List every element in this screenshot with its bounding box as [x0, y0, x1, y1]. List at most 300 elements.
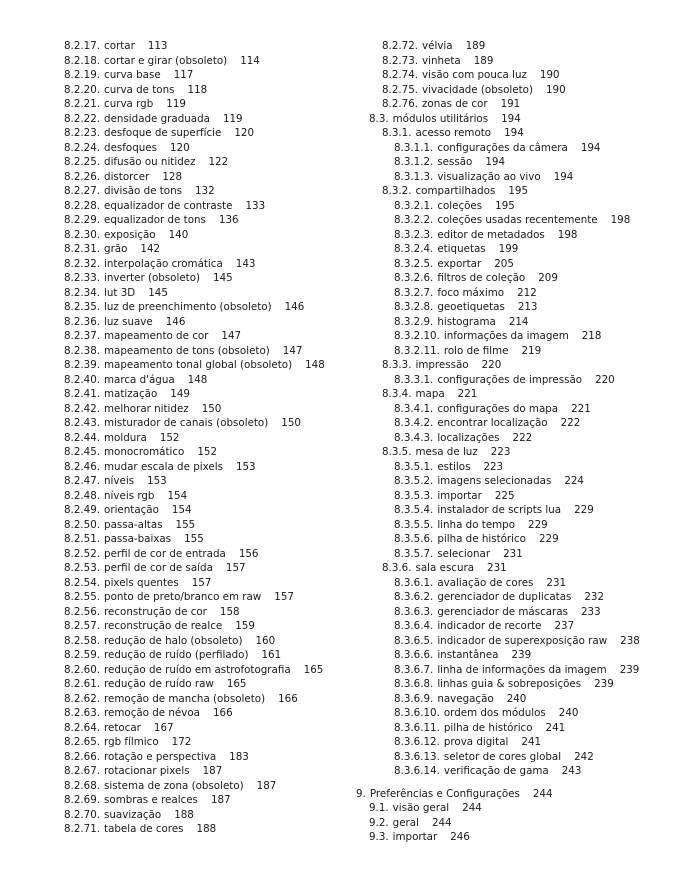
- toc-entry[interactable]: [64, 68, 354, 83]
- toc-entry-title: visão com pouca luz: [422, 69, 527, 81]
- toc-entry-page: 165: [303, 663, 324, 676]
- toc-entry-title: linha do tempo: [437, 518, 516, 531]
- toc-entry-number: 8.2.75.: [382, 83, 419, 96]
- toc-entry-title: sessão: [437, 156, 473, 168]
- toc-entry[interactable]: [64, 286, 354, 301]
- toc-entry-page: 239: [511, 649, 532, 661]
- toc-entry-page: 118: [187, 83, 208, 96]
- toc-entry[interactable]: [356, 764, 676, 779]
- toc-entry[interactable]: [64, 692, 354, 707]
- toc-entry-number: 8.2.35.: [64, 301, 101, 313]
- toc-entry-number: 8.2.25.: [64, 156, 101, 168]
- toc-entry-number: 8.3.6.6.: [394, 649, 434, 661]
- toc-entry-number: 8.2.69.: [64, 794, 101, 806]
- toc-entry[interactable]: [356, 242, 676, 257]
- toc-entry-title: imagens selecionadas: [437, 475, 552, 487]
- toc-entry-page: 243: [561, 765, 582, 777]
- toc-entry[interactable]: [356, 634, 676, 649]
- toc-entry-page: 238: [620, 634, 640, 647]
- toc-entry-title: impressão: [415, 359, 469, 371]
- toc-entry[interactable]: [64, 431, 354, 446]
- toc-entry[interactable]: [64, 793, 354, 808]
- toc-entry-title: sombras e realces: [104, 794, 198, 806]
- toc-entry[interactable]: [64, 39, 354, 54]
- toc-entry[interactable]: [64, 822, 354, 837]
- toc-entry-page: 188: [174, 808, 194, 821]
- toc-entry[interactable]: [64, 605, 354, 620]
- toc-entry[interactable]: [356, 735, 676, 750]
- toc-entry-page: 229: [574, 504, 594, 516]
- toc-entry[interactable]: [64, 141, 354, 156]
- toc-entry-page: 117: [173, 69, 194, 81]
- toc-entry-number: 8.3.2.8.: [394, 301, 434, 313]
- toc-entry[interactable]: [356, 561, 676, 576]
- toc-entry[interactable]: [356, 619, 676, 634]
- toc-entry-title: desfoques: [104, 141, 157, 154]
- toc-entry-title: níveis rgb: [104, 489, 155, 502]
- toc-entry-page: 209: [538, 272, 558, 284]
- toc-entry-number: 8.3.5.1.: [394, 460, 434, 473]
- toc-entry-number: 8.2.36.: [64, 315, 101, 328]
- toc-entry-number: 8.3.6.5.: [394, 634, 434, 647]
- toc-entry-page: 167: [153, 721, 174, 734]
- toc-entry-number: 8.2.73.: [382, 54, 419, 67]
- toc-entry[interactable]: [356, 801, 676, 816]
- toc-entry-number: 8.2.53.: [64, 562, 101, 574]
- toc-entry-title: linhas guia & sobreposições: [437, 678, 582, 690]
- toc-entry[interactable]: [64, 358, 354, 373]
- toc-entry[interactable]: [356, 677, 676, 692]
- toc-entry-number: 8.2.37.: [64, 330, 101, 342]
- toc-entry-page: 231: [487, 562, 507, 574]
- toc-entry-page: 212: [517, 286, 537, 299]
- toc-entry[interactable]: [64, 416, 354, 431]
- toc-entry-page: 214: [508, 315, 529, 328]
- toc-entry-title: redução de halo (obsoleto): [104, 634, 243, 647]
- toc-entry-title: rotacionar pixels: [104, 765, 190, 777]
- toc-entry-page: 221: [457, 388, 478, 400]
- toc-entry[interactable]: [356, 489, 676, 504]
- toc-column-right: [356, 39, 676, 845]
- toc-entry[interactable]: [356, 315, 676, 330]
- toc-entry[interactable]: [64, 706, 354, 721]
- toc-entry-number: 8.3.4.3.: [394, 431, 434, 444]
- toc-entry-title: localizações: [437, 431, 500, 444]
- toc-entry-number: 8.3.6.12.: [394, 736, 440, 748]
- toc-entry[interactable]: [356, 199, 676, 214]
- toc-entry[interactable]: [64, 547, 354, 562]
- toc-entry-page: 194: [501, 112, 521, 125]
- toc-entry[interactable]: [64, 97, 354, 112]
- toc-entry[interactable]: [64, 489, 354, 504]
- toc-entry-page: 232: [584, 591, 605, 603]
- toc-entry[interactable]: [356, 648, 676, 663]
- toc-entry-title: perfil de cor de entrada: [104, 547, 226, 560]
- toc-entry[interactable]: [356, 460, 676, 475]
- toc-entry[interactable]: [356, 474, 676, 489]
- toc-entry[interactable]: [64, 764, 354, 779]
- toc-entry-page: 231: [546, 576, 567, 589]
- toc-entry-title: cortar e girar (obsoleto): [104, 54, 228, 67]
- toc-entry[interactable]: [356, 576, 676, 591]
- toc-entry[interactable]: [356, 141, 676, 156]
- toc-entry-title: geoetiquetas: [437, 301, 505, 313]
- toc-entry[interactable]: [356, 83, 676, 98]
- toc-entry-page: 147: [282, 344, 303, 357]
- toc-entry-title: remoção de névoa: [104, 707, 200, 719]
- toc-entry[interactable]: [356, 518, 676, 533]
- toc-entry-title: níveis: [104, 475, 135, 487]
- toc-entry-title: luz suave: [104, 315, 153, 328]
- toc-entry-title: curva de tons: [104, 83, 175, 96]
- toc-entry-number: 8.2.18.: [64, 54, 101, 67]
- toc-entry-page: 114: [240, 54, 260, 67]
- toc-entry-title: redução de ruído em astrofotografia: [104, 663, 291, 676]
- toc-entry[interactable]: [356, 68, 676, 83]
- toc-entry-page: 153: [235, 460, 256, 473]
- toc-entry-title: pilha de histórico: [437, 533, 526, 545]
- toc-entry-page: 155: [175, 518, 196, 531]
- toc-entry-title: reconstrução de cor: [104, 605, 207, 618]
- toc-entry[interactable]: [64, 619, 354, 634]
- toc-entry-title: configurações do mapa: [437, 402, 559, 415]
- toc-entry[interactable]: [64, 648, 354, 663]
- toc-entry[interactable]: [64, 460, 354, 475]
- toc-entry-title: passa-altas: [104, 518, 163, 531]
- toc-entry-page: 152: [159, 431, 180, 444]
- toc-entry-number: 9.1.: [369, 802, 389, 814]
- toc-entry[interactable]: [356, 213, 676, 228]
- toc-entry-number: 8.3.1.2.: [394, 156, 434, 168]
- toc-entry-page: 147: [221, 330, 242, 342]
- toc-entry-number: 8.2.47.: [64, 475, 101, 487]
- toc-entry-number: 9.3.: [369, 831, 389, 843]
- toc-entry[interactable]: [356, 126, 676, 141]
- toc-entry-title: perfil de cor de saída: [104, 562, 213, 574]
- toc-entry-number: 8.2.64.: [64, 721, 101, 734]
- toc-entry-page: 119: [222, 112, 243, 125]
- toc-entry-title: lut 3D: [104, 286, 136, 299]
- toc-entry[interactable]: [356, 431, 676, 446]
- toc-entry[interactable]: [64, 663, 354, 678]
- toc-entry[interactable]: [356, 112, 676, 127]
- toc-entry-title: vinheta: [422, 54, 461, 67]
- toc-entry-number: 8.2.65.: [64, 736, 101, 748]
- toc-entry[interactable]: [356, 184, 676, 199]
- toc-entry-page: 191: [500, 98, 521, 110]
- toc-entry-page: 154: [171, 504, 192, 516]
- toc-entry[interactable]: [64, 561, 354, 576]
- toc-entry[interactable]: [64, 83, 354, 98]
- toc-entry-page: 224: [564, 475, 584, 487]
- toc-entry-page: 237: [554, 620, 575, 632]
- toc-entry-number: 8.2.42.: [64, 402, 101, 415]
- toc-entry-title: indicador de recorte: [437, 620, 542, 632]
- toc-entry-page: 172: [171, 736, 192, 748]
- toc-entry-title: reconstrução de realce: [104, 620, 223, 632]
- toc-entry-title: gerenciador de duplicatas: [437, 591, 572, 603]
- toc-entry[interactable]: [356, 830, 676, 845]
- toc-entry-page: 220: [595, 373, 615, 386]
- toc-entry[interactable]: [64, 271, 354, 286]
- toc-entry[interactable]: [64, 228, 354, 243]
- toc-entry-title: rgb fílmico: [104, 736, 159, 748]
- toc-entry-page: 165: [226, 678, 247, 690]
- toc-entry[interactable]: [356, 97, 676, 112]
- toc-entry-page: 140: [168, 228, 189, 241]
- toc-entry[interactable]: [356, 271, 676, 286]
- toc-entry-number: 8.3.2.3.: [394, 228, 434, 241]
- toc-entry-page: 187: [210, 794, 231, 806]
- toc-entry-title: configurações de impressão: [437, 373, 583, 386]
- toc-entry-title: pixels quentes: [104, 576, 179, 589]
- toc-entry-number: 8.3.1.3.: [394, 170, 434, 183]
- toc-entry-title: prova digital: [443, 736, 509, 748]
- toc-entry-page: 150: [201, 402, 222, 415]
- toc-entry[interactable]: [356, 373, 676, 388]
- toc-entry-title: mapeamento de tons (obsoleto): [104, 344, 270, 357]
- toc-entry[interactable]: [64, 518, 354, 533]
- toc-entry[interactable]: [64, 257, 354, 272]
- toc-entry-title: filtros de coleção: [437, 272, 526, 284]
- toc-entry[interactable]: [356, 692, 676, 707]
- toc-entry-page: 199: [498, 243, 519, 255]
- toc-entry-number: 8.3.5.5.: [394, 518, 434, 531]
- toc-entry-page: 120: [169, 141, 190, 154]
- toc-entry-page: 146: [165, 315, 186, 328]
- toc-entry[interactable]: [64, 474, 354, 489]
- toc-entry-page: 154: [167, 489, 188, 502]
- toc-entry[interactable]: [64, 344, 354, 359]
- toc-entry-page: 133: [245, 199, 266, 212]
- toc-entry-page: 122: [208, 156, 229, 168]
- toc-entry[interactable]: [64, 300, 354, 315]
- toc-entry[interactable]: [64, 402, 354, 417]
- toc-entry-title: editor de metadados: [437, 228, 545, 241]
- toc-entry-page: 240: [506, 692, 527, 705]
- toc-entry-number: 8.3.5.4.: [394, 504, 434, 516]
- toc-entry-number: 8.2.30.: [64, 228, 101, 241]
- toc-entry-title: misturador de canais (obsoleto): [104, 417, 269, 429]
- toc-entry-page: 157: [191, 576, 212, 589]
- toc-entry[interactable]: [356, 787, 676, 802]
- toc-entry-number: 8.3.1.1.: [394, 141, 434, 154]
- toc-entry-number: 8.2.26.: [64, 170, 101, 183]
- toc-entry-page: 187: [256, 779, 277, 792]
- toc-entry-number: 8.2.63.: [64, 707, 101, 719]
- toc-entry-title: Preferências e Configurações: [369, 787, 520, 800]
- toc-entry-title: linha de informações da imagem: [437, 663, 607, 676]
- toc-entry-number: 8.3.4.2.: [394, 417, 434, 429]
- toc-entry-title: retocar: [104, 721, 141, 734]
- toc-entry-title: pilha de histórico: [443, 721, 533, 734]
- toc-entry[interactable]: [356, 816, 676, 831]
- toc-entry[interactable]: [64, 170, 354, 185]
- toc-entry-title: tabela de cores: [104, 823, 184, 835]
- toc-entry-title: marca d'água: [104, 373, 175, 386]
- toc-entry-title: curva rgb: [104, 98, 154, 110]
- toc-entry[interactable]: [356, 387, 676, 402]
- toc-entry[interactable]: [64, 199, 354, 214]
- toc-entry-page: 229: [528, 518, 548, 531]
- toc-entry-number: 8.2.49.: [64, 504, 101, 516]
- toc-entry[interactable]: [356, 344, 676, 359]
- toc-entry[interactable]: [356, 416, 676, 431]
- toc-entry-number: 8.2.72.: [382, 40, 419, 52]
- toc-entry-number: 8.2.33.: [64, 272, 101, 284]
- toc-entry[interactable]: [64, 445, 354, 460]
- toc-entry[interactable]: [64, 808, 354, 823]
- toc-entry-number: 8.2.32.: [64, 257, 101, 270]
- toc-entry[interactable]: [356, 532, 676, 547]
- toc-entry-page: 145: [213, 272, 233, 284]
- toc-entry[interactable]: [356, 286, 676, 301]
- toc-entry-number: 8.2.54.: [64, 576, 101, 589]
- toc-entry[interactable]: [356, 155, 676, 170]
- toc-entry-number: 8.2.48.: [64, 489, 101, 502]
- toc-entry[interactable]: [356, 300, 676, 315]
- toc-entry[interactable]: [356, 547, 676, 562]
- toc-entry-page: 166: [212, 707, 233, 719]
- toc-entry-title: vélvia: [422, 40, 453, 52]
- toc-entry-page: 222: [560, 417, 581, 429]
- toc-entry[interactable]: [64, 503, 354, 518]
- toc-entry-page: 190: [539, 69, 560, 81]
- toc-entry-page: 187: [202, 765, 223, 777]
- toc-entry-title: orientação: [104, 504, 159, 516]
- toc-entry-page: 143: [235, 257, 256, 270]
- toc-entry[interactable]: [64, 590, 354, 605]
- toc-entry[interactable]: [356, 54, 676, 69]
- toc-entry-number: 8.3.2.7.: [394, 286, 434, 299]
- toc-entry[interactable]: [356, 706, 676, 721]
- toc-entry[interactable]: [64, 112, 354, 127]
- toc-entry-page: 241: [521, 736, 542, 748]
- toc-entry[interactable]: [64, 184, 354, 199]
- toc-entry-page: 213: [517, 301, 538, 313]
- toc-entry[interactable]: [64, 750, 354, 765]
- toc-entry-title: sistema de zona (obsoleto): [104, 779, 244, 792]
- toc-entry-page: 145: [148, 286, 168, 299]
- toc-entry[interactable]: [64, 329, 354, 344]
- toc-entry-title: gerenciador de máscaras: [437, 605, 568, 618]
- toc-entry[interactable]: [64, 634, 354, 649]
- toc-entry-title: remoção de mancha (obsoleto): [104, 692, 266, 705]
- toc-entry-number: 8.2.29.: [64, 214, 101, 226]
- toc-entry-number: 8.2.27.: [64, 185, 101, 197]
- toc-entry-page: 239: [594, 678, 614, 690]
- toc-entry[interactable]: [356, 750, 676, 765]
- toc-entry[interactable]: [64, 576, 354, 591]
- toc-entry-page: 155: [184, 533, 204, 545]
- toc-entry-number: 8.2.44.: [64, 431, 101, 444]
- toc-entry[interactable]: [64, 155, 354, 170]
- toc-entry[interactable]: [64, 532, 354, 547]
- toc-entry[interactable]: [64, 373, 354, 388]
- toc-entry[interactable]: [64, 779, 354, 794]
- toc-entry[interactable]: [64, 54, 354, 69]
- toc-entry-number: 8.3.1.: [382, 127, 412, 139]
- toc-entry-number: 8.3.4.1.: [394, 402, 434, 415]
- toc-entry-title: selecionar: [437, 547, 491, 560]
- toc-entry[interactable]: [64, 721, 354, 736]
- toc-entry-number: 8.3.2.5.: [394, 257, 434, 270]
- toc-entry-page: 229: [538, 533, 559, 545]
- toc-entry-page: 194: [485, 156, 506, 168]
- toc-entry[interactable]: [356, 170, 676, 185]
- toc-entry-page: 189: [473, 54, 494, 67]
- toc-entry-title: grão: [104, 243, 128, 255]
- toc-entry-page: 218: [581, 330, 602, 342]
- toc-entry-number: 8.3.6.11.: [394, 721, 440, 734]
- toc-entry-number: 9.2.: [369, 816, 389, 829]
- toc-entry-number: 8.2.17.: [64, 40, 101, 52]
- toc-entry[interactable]: [356, 605, 676, 620]
- toc-entry-number: 8.3.6.7.: [394, 663, 434, 676]
- toc-entry-title: importar: [392, 831, 438, 843]
- toc-entry[interactable]: [356, 663, 676, 678]
- toc-entry[interactable]: [64, 213, 354, 228]
- toc-entry-number: 8.2.21.: [64, 98, 101, 110]
- toc-entry-title: interpolação cromática: [104, 257, 223, 270]
- toc-entry-page: 244: [532, 787, 553, 800]
- toc-entry-number: 8.2.19.: [64, 69, 101, 81]
- toc-entry-number: 8.3.6.4.: [394, 620, 434, 632]
- toc-entry-title: vivacidade (obsoleto): [422, 83, 533, 96]
- toc-entry-number: 8.2.57.: [64, 620, 101, 632]
- toc-entry-number: 8.3.6.: [382, 562, 412, 574]
- toc-entry-page: 190: [545, 83, 566, 96]
- toc-entry-title: informações da imagem: [443, 330, 569, 342]
- toc-entry-title: avaliação de cores: [437, 576, 534, 589]
- toc-entry-number: 8.2.58.: [64, 634, 101, 647]
- toc-entry-number: 8.3.6.10.: [394, 707, 440, 719]
- toc-entry-number: 8.2.20.: [64, 83, 101, 96]
- toc-entry-title: equalizador de contraste: [104, 199, 233, 212]
- toc-entry[interactable]: [356, 228, 676, 243]
- toc-entry[interactable]: [356, 358, 676, 373]
- toc-entry[interactable]: [64, 315, 354, 330]
- toc-entry[interactable]: [356, 721, 676, 736]
- toc-entry[interactable]: [356, 329, 676, 344]
- toc-entry-title: rolo de filme: [443, 344, 509, 357]
- toc-entry[interactable]: [64, 387, 354, 402]
- toc-entry-number: 8.2.45.: [64, 446, 101, 458]
- toc-entry-number: 8.3.2.4.: [394, 243, 434, 255]
- toc-entry-number: 8.2.56.: [64, 605, 101, 618]
- toc-entry-title: suavização: [104, 808, 162, 821]
- toc-entry[interactable]: [356, 402, 676, 417]
- toc-entry-page: 225: [494, 489, 515, 502]
- toc-entry[interactable]: [64, 735, 354, 750]
- toc-entry-page: 158: [219, 605, 240, 618]
- toc-entry-page: 188: [196, 823, 217, 835]
- toc-entry[interactable]: [356, 257, 676, 272]
- toc-entry-page: 161: [261, 649, 282, 661]
- toc-entry-page: 194: [553, 170, 574, 183]
- toc-entry[interactable]: [64, 242, 354, 257]
- toc-entry[interactable]: [356, 445, 676, 460]
- toc-entry[interactable]: [64, 677, 354, 692]
- toc-entry[interactable]: [356, 590, 676, 605]
- toc-entry-title: difusão ou nitidez: [104, 156, 196, 168]
- toc-entry[interactable]: [356, 39, 676, 54]
- toc-entry[interactable]: [64, 126, 354, 141]
- toc-entry-page: 242: [574, 750, 594, 763]
- toc-entry-title: acesso remoto: [415, 127, 492, 139]
- toc-entry-number: 8.2.66.: [64, 750, 101, 763]
- toc-entry[interactable]: [356, 503, 676, 518]
